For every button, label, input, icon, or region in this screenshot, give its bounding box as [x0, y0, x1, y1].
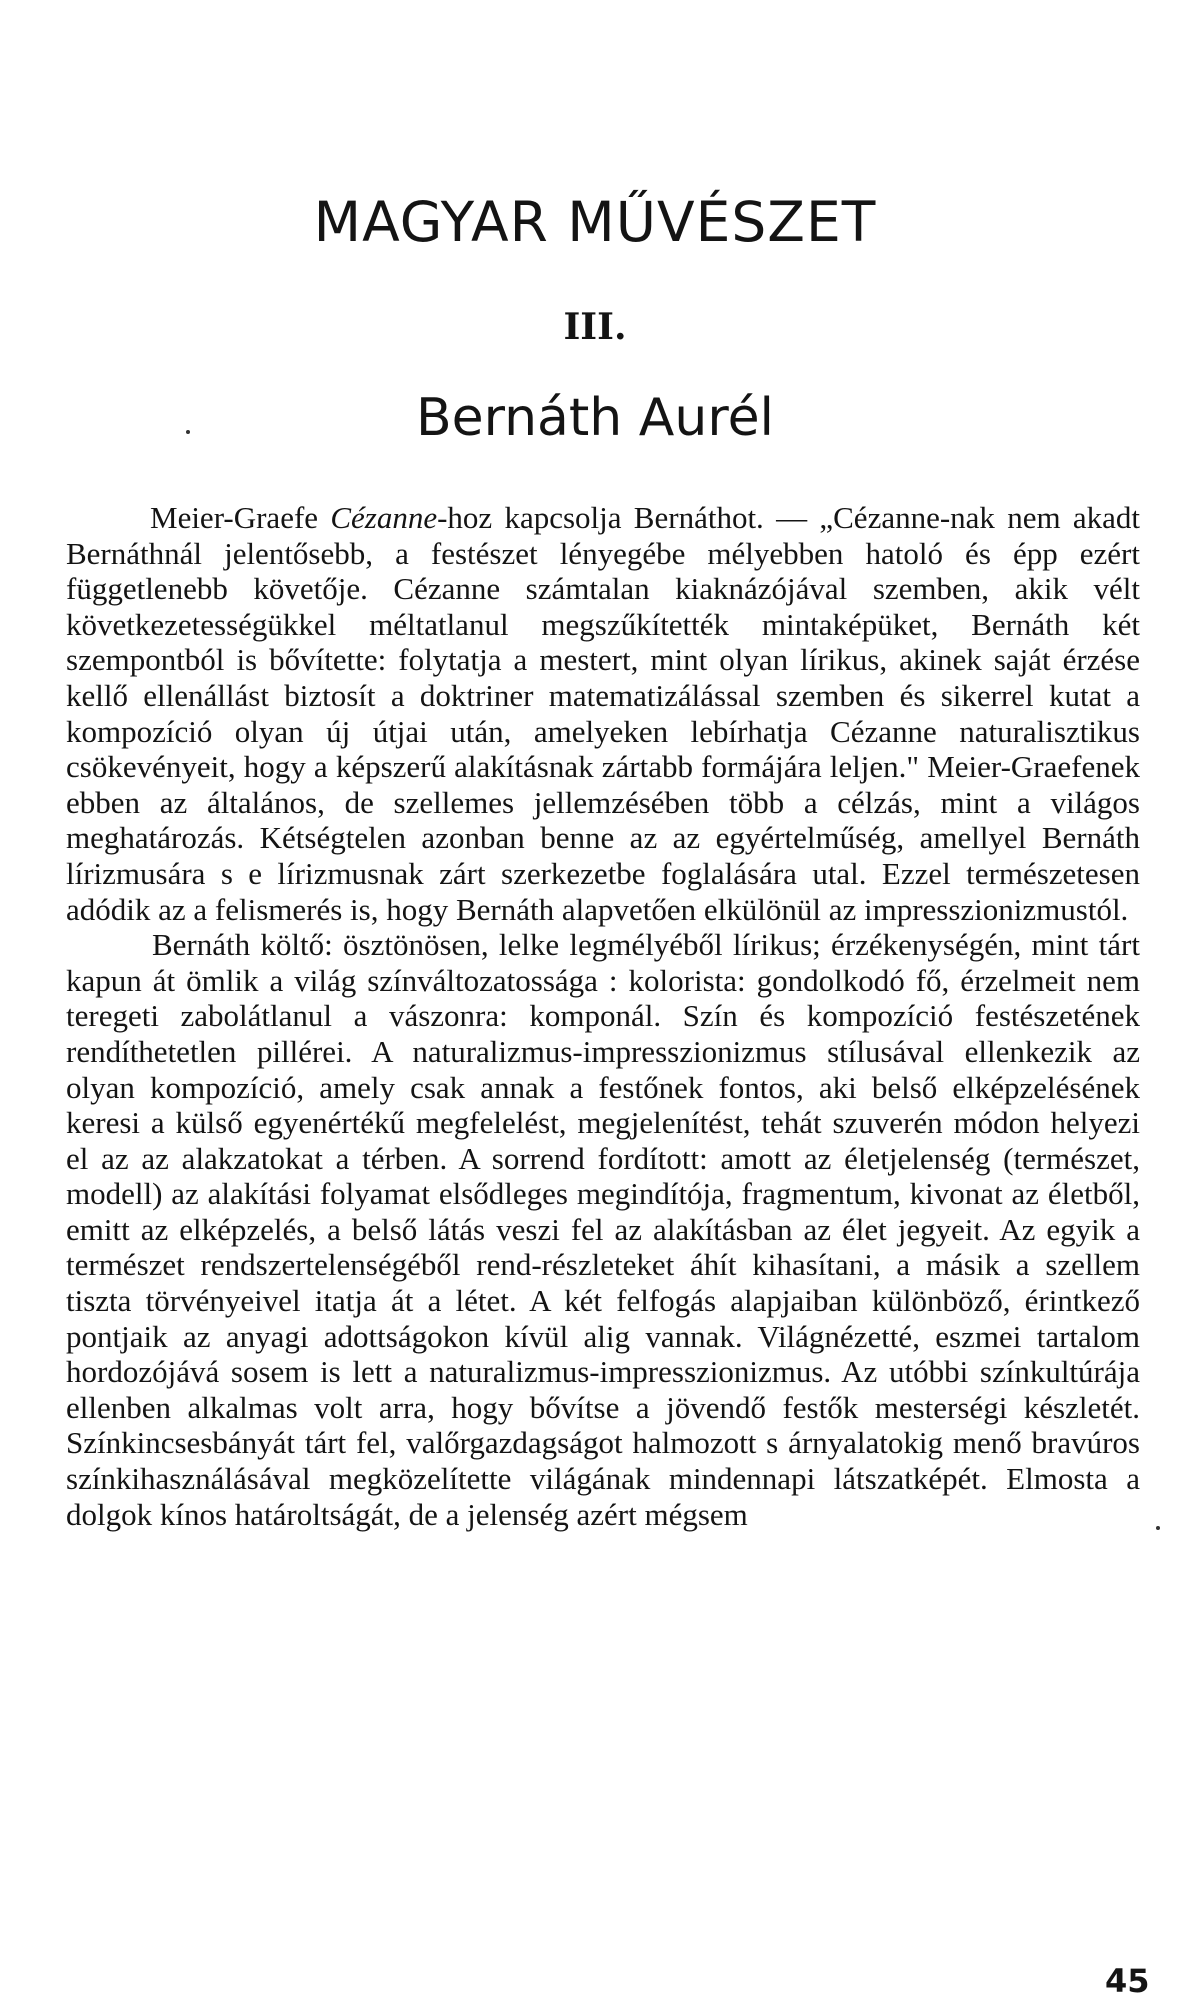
page-number: 45 — [1105, 1962, 1150, 2000]
article-body — [66, 500, 1140, 1532]
margin-speck — [1156, 1526, 1160, 1530]
paragraph-1-rest: -hoz kapcsolja Bernáthot. — „Cézanne-nak nem akadt Bernáthnál jelentősebb, a festészet lényegébe mélyebben hatoló és épp ezért függetlenebb követője. Cézanne számtalan kiaknázójával szemben, akik vélt következetességükkel méltatlanul megszűkítették mintaképüket, Bernáth két szempontból is bővítette: folytatja a mestert, mint olyan lírikus, akinek saját érzése kellő ellenállást biztosít a doktriner matematizálással szemben és sikerrel kutat a kompozíció olyan új útjai után, amelyeken lebírhatja Cézanne naturalisztikus csökevényeit, hogy a képszerű alakításnak zártabb formájára leljen." Meier-Graefenek ebben az általános, de szellemes jellemzésében több a célzás, mint a világos meghatározás. Kétségtelen azonban benne az az egyértelműség, amellyel Bernáth lírizmusára s e lírizmusnak zárt szerkezetbe foglalására utal. Ezzel természetesen adódik az a felismerés is, hogy Bernáth alapvetően elkülönül az impresszionizmustól. — [66, 500, 1140, 927]
paragraph-1 — [66, 500, 1140, 927]
paragraph-2: Bernáth költő: ösztönösen, lelke legmélyéből lírikus; érzékenységén, mint tárt kapun át ömlik a világ színváltozatossága : kolorista: gondolkodó fő, érzelmeit nem teregeti zabolátlanul a vászonra: komponál. Szín és kompozíció festészetének rendíthetetlen pillérei. A naturalizmus-impresszionizmus stílusával ellenkezik az olyan kompozíció, amely csak annak a festőnek fontos, aki belső elképzelésének keresi a külső egyenértékű megfelelést, megjelenítést, tehát szuverén módon helyezi el az az alakzatokat a térben. A sorrend fordított: amott az életjelenség (természet, modell) az alakítási folyamat elsődleges megindítója, fragmentum, kivonat az életből, emitt az elképzelés, a belső látás veszi fel az alakításban az élet jegyeit. Az egyik a természet rendszertelenségéből rend-részleteket áhít kihasítani, a másik a szellem tiszta törvényeivel itatja át a létet. A két felfogás alapjaiban különböző, érintkező pontjaik az anyagi adottságokon kívül alig vannak. Világnézetté, eszmei tartalom hordozójává sosem is lett a naturalizmus-impresszionizmus. Az utóbbi színkultúrája ellenben alkalmas volt arra, hogy bővítse a jövendő festők mesterségi készletét. Színkincsesbányát tárt fel, valőrgazdagságot halmozott s árnyalatokig menő bravúros színkihasználásával megközelítette világának mindennapi látszatképét. Elmosta a dolgok kínos határoltságát, de a jelenség azért mégsem — [66, 927, 1140, 1532]
paragraph-1-start: Meier-Graefe — [150, 500, 331, 535]
section-title: MAGYAR MŰVÉSZET — [313, 190, 877, 254]
article-title: Bernáth Aurél — [415, 388, 775, 448]
paragraph-1-italic: Cézanne — [330, 500, 438, 535]
part-number: III. — [563, 306, 627, 348]
